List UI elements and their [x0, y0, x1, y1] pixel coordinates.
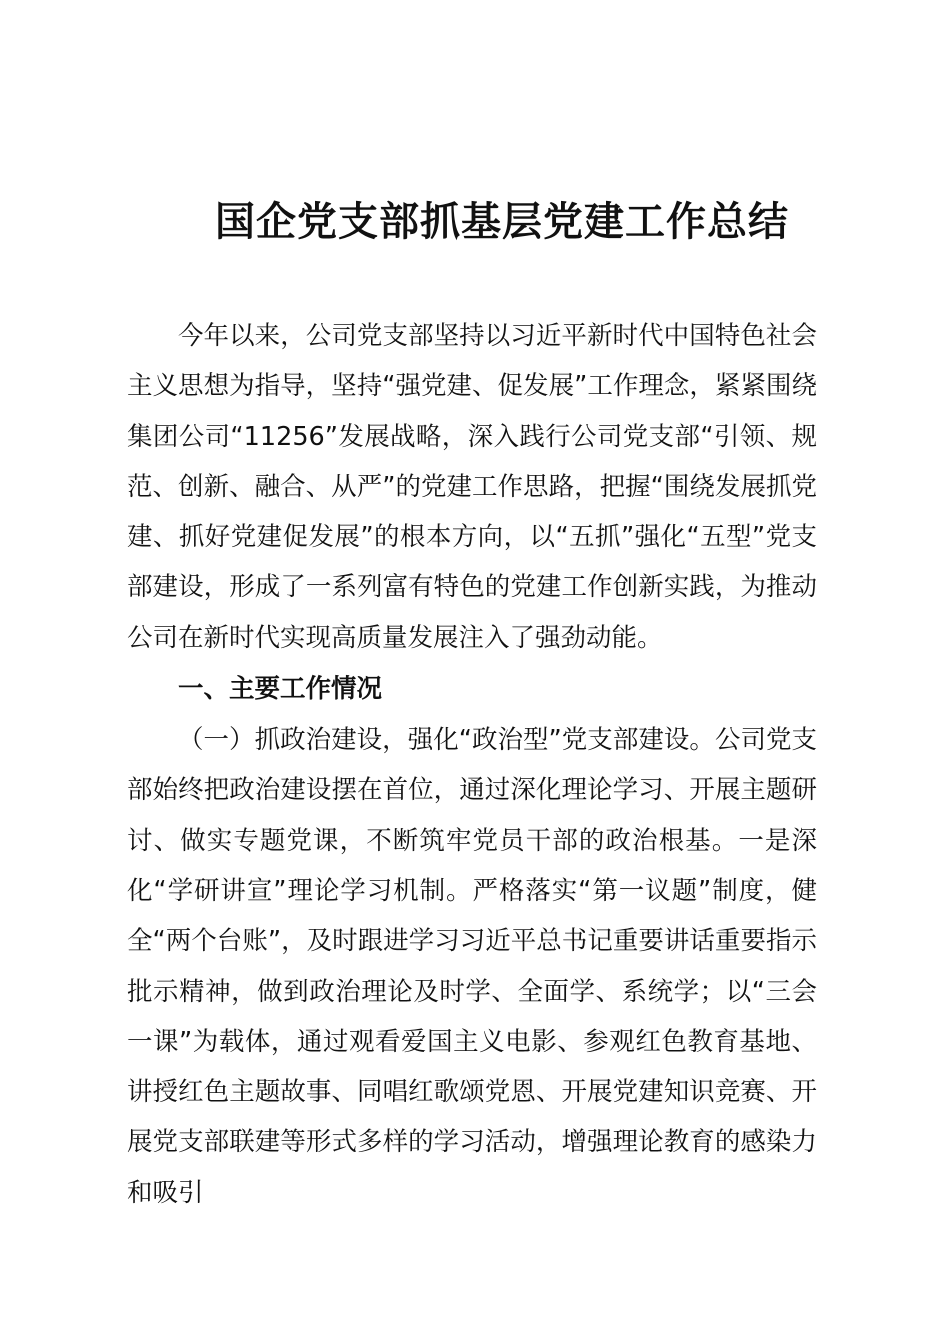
section-heading: 一、主要工作情况	[178, 674, 383, 705]
document-body	[127, 311, 817, 1218]
section-paragraph: （一）抓政治建设，强化“政治型”党支部建设。公司党支部始终把政治建设摆在首位，通过深化理论学习、开展主题研讨、做实专题党课，不断筑牢党员干部的政治根基。一是深化“学研讲宣”理论学习机制。严格落实“第一议题”制度，健全“两个台账”，及时跟进学习习近平总书记重要讲话重要指示批示精神，做到政治理论及时学、全面学、系统学；以“三会一课”为载体，通过观看爱国主义电影、参观红色教育基地、讲授红色主题故事、同唱红歌颂党恩、开展党建知识竞赛、开展党支部联建等形式多样的学习活动，增强理论教育的感染力和吸引	[127, 725, 817, 1208]
intro-paragraph: 今年以来，公司党支部坚持以习近平新时代中国特色社会主义思想为指导，坚持“强党建、促发展”工作理念，紧紧围绕集团公司“11256”发展战略，深入践行公司党支部“引领、规范、创新、融合、从严”的党建工作思路，把握“围绕发展抓党建、抓好党建促发展”的根本方向，以“五抓”强化“五型”党支部建设，形成了一系列富有特色的党建工作创新实践，为推动公司在新时代实现高质量发展注入了强劲动能。	[127, 321, 817, 653]
document-title: 国企党支部抓基层党建工作总结	[215, 198, 789, 245]
